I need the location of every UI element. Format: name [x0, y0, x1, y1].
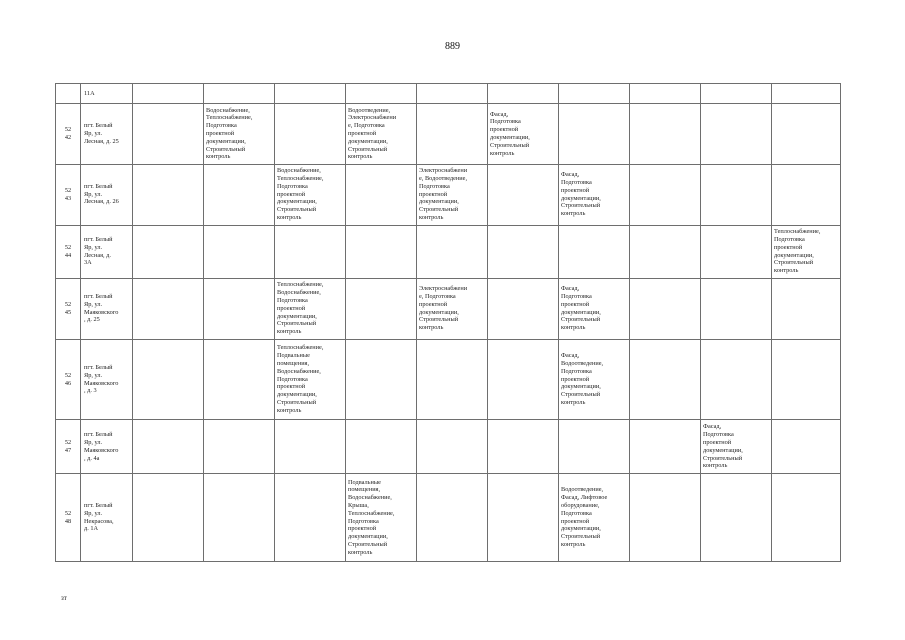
- work-cell: [133, 84, 204, 104]
- work-cell: [417, 420, 488, 474]
- table-row: [56, 225, 841, 278]
- work-cell: [630, 278, 701, 339]
- address-cell: пгт. Белый Яр, ул. Маяковского , д. 3: [81, 339, 133, 420]
- work-cell: [559, 420, 630, 474]
- work-cell: [701, 278, 772, 339]
- page-number: 889: [445, 41, 460, 52]
- work-cell: Подвальные помещения, Водоснабжение, Крыша, Теплоснабжение, Подготовка проектной документации, Строительный контроль: [346, 474, 417, 562]
- work-cell: [630, 84, 701, 104]
- work-cell: [204, 278, 275, 339]
- work-cell: [488, 164, 559, 225]
- address-cell: пгт. Белый Яр, ул. Лесная, д. 3А: [81, 225, 133, 278]
- table-row: [56, 278, 841, 339]
- work-cell: [701, 84, 772, 104]
- work-cell: Водоснабжение, Теплоснабжение, Подготовка проектной документации, Строительный контроль: [204, 104, 275, 164]
- work-cell: [417, 104, 488, 164]
- work-cell: Фасад, Подготовка проектной документации, Строительный контроль: [701, 420, 772, 474]
- table-row: [56, 164, 841, 225]
- work-cell: [701, 104, 772, 164]
- work-cell: [488, 474, 559, 562]
- address-cell: пгт. Белый Яр, ул. Маяковского , д. 4а: [81, 420, 133, 474]
- work-cell: [417, 225, 488, 278]
- row-number-cell: 52 47: [56, 420, 81, 474]
- work-cell: [204, 164, 275, 225]
- work-cell: [772, 104, 841, 164]
- work-cell: Фасад, Подготовка проектной документации, Строительный контроль: [488, 104, 559, 164]
- work-cell: [133, 339, 204, 420]
- work-cell: [133, 104, 204, 164]
- work-cell: [133, 164, 204, 225]
- work-cell: [346, 225, 417, 278]
- work-cell: [346, 84, 417, 104]
- work-cell: [204, 420, 275, 474]
- work-cell: Электроснабжени е, Подготовка проектной документации, Строительный контроль: [417, 278, 488, 339]
- work-cell: [488, 278, 559, 339]
- work-cell: [204, 225, 275, 278]
- table-row: [56, 104, 841, 164]
- work-cell: [701, 164, 772, 225]
- table-row: [56, 339, 841, 420]
- work-cell: [417, 84, 488, 104]
- address-cell: 11А: [81, 84, 133, 104]
- work-cell: [630, 339, 701, 420]
- work-cell: [701, 474, 772, 562]
- work-cell: [488, 420, 559, 474]
- work-cell: Водоотведение, Электроснабжени е, Подготовка проектной документации, Строительный контроль: [346, 104, 417, 164]
- work-cell: [275, 474, 346, 562]
- work-cell: [701, 339, 772, 420]
- work-cell: Электроснабжени е, Водоотведение, Подготовка проектной документации, Строительный контроль: [417, 164, 488, 225]
- work-cell: Теплоснабжение, Подготовка проектной документации, Строительный контроль: [772, 225, 841, 278]
- work-cell: [630, 164, 701, 225]
- work-cell: [772, 420, 841, 474]
- work-cell: [488, 339, 559, 420]
- work-cell: [630, 225, 701, 278]
- work-cell: [275, 84, 346, 104]
- work-cell: [772, 339, 841, 420]
- work-cell: Фасад, Подготовка проектной документации, Строительный контроль: [559, 164, 630, 225]
- row-number-cell: 52 46: [56, 339, 81, 420]
- work-cell: [701, 225, 772, 278]
- row-number-cell: 52 42: [56, 104, 81, 164]
- works-table: [55, 83, 841, 562]
- work-cell: [630, 474, 701, 562]
- work-cell: [630, 104, 701, 164]
- work-cell: [133, 420, 204, 474]
- work-cell: [346, 278, 417, 339]
- work-cell: [559, 84, 630, 104]
- address-cell: пгт. Белый Яр, ул. Лесная, д. 26: [81, 164, 133, 225]
- work-cell: [772, 278, 841, 339]
- work-cell: [275, 104, 346, 164]
- work-cell: [772, 164, 841, 225]
- work-cell: [488, 84, 559, 104]
- row-number-cell: [56, 84, 81, 104]
- work-cell: [204, 339, 275, 420]
- work-cell: Фасад, Водоотведение, Подготовка проектной документации, Строительный контроль: [559, 339, 630, 420]
- row-number-cell: 52 45: [56, 278, 81, 339]
- work-cell: Водоснабжение, Теплоснабжение, Подготовка проектной документации, Строительный контроль: [275, 164, 346, 225]
- work-cell: [346, 420, 417, 474]
- table-row-top: [56, 84, 841, 104]
- works-table-body: [56, 84, 841, 562]
- work-cell: Теплоснабжение, Водоснабжение, Подготовка проектной документации, Строительный контроль: [275, 278, 346, 339]
- work-cell: Фасад, Подготовка проектной документации, Строительный контроль: [559, 278, 630, 339]
- work-cell: [559, 225, 630, 278]
- work-cell: [417, 339, 488, 420]
- row-number-cell: 52 48: [56, 474, 81, 562]
- work-cell: [559, 104, 630, 164]
- work-cell: [772, 474, 841, 562]
- table-row: [56, 420, 841, 474]
- address-cell: пгт. Белый Яр, ул. Лесная, д. 25: [81, 104, 133, 164]
- work-cell: [133, 278, 204, 339]
- table-row: [56, 474, 841, 562]
- work-cell: [346, 164, 417, 225]
- work-cell: [275, 420, 346, 474]
- address-cell: пгт. Белый Яр, ул. Маяковского , д. 25: [81, 278, 133, 339]
- work-cell: Теплоснабжение, Подвальные помещения, Водоснабжение, Подготовка проектной документации, Строительный контроль: [275, 339, 346, 420]
- work-cell: [488, 225, 559, 278]
- work-cell: [133, 474, 204, 562]
- work-cell: [630, 420, 701, 474]
- address-cell: пгт. Белый Яр, ул. Некрасова, д. 1А: [81, 474, 133, 562]
- work-cell: [204, 474, 275, 562]
- work-cell: [133, 225, 204, 278]
- row-number-cell: 52 44: [56, 225, 81, 278]
- work-cell: [275, 225, 346, 278]
- work-cell: [346, 339, 417, 420]
- work-cell: Водоотведение, Фасад, Лифтовое оборудование, Подготовка проектной документации, Строительный контроль: [559, 474, 630, 562]
- work-cell: [417, 474, 488, 562]
- footer-mark: зт: [61, 594, 67, 602]
- work-cell: [772, 84, 841, 104]
- work-cell: [204, 84, 275, 104]
- row-number-cell: 52 43: [56, 164, 81, 225]
